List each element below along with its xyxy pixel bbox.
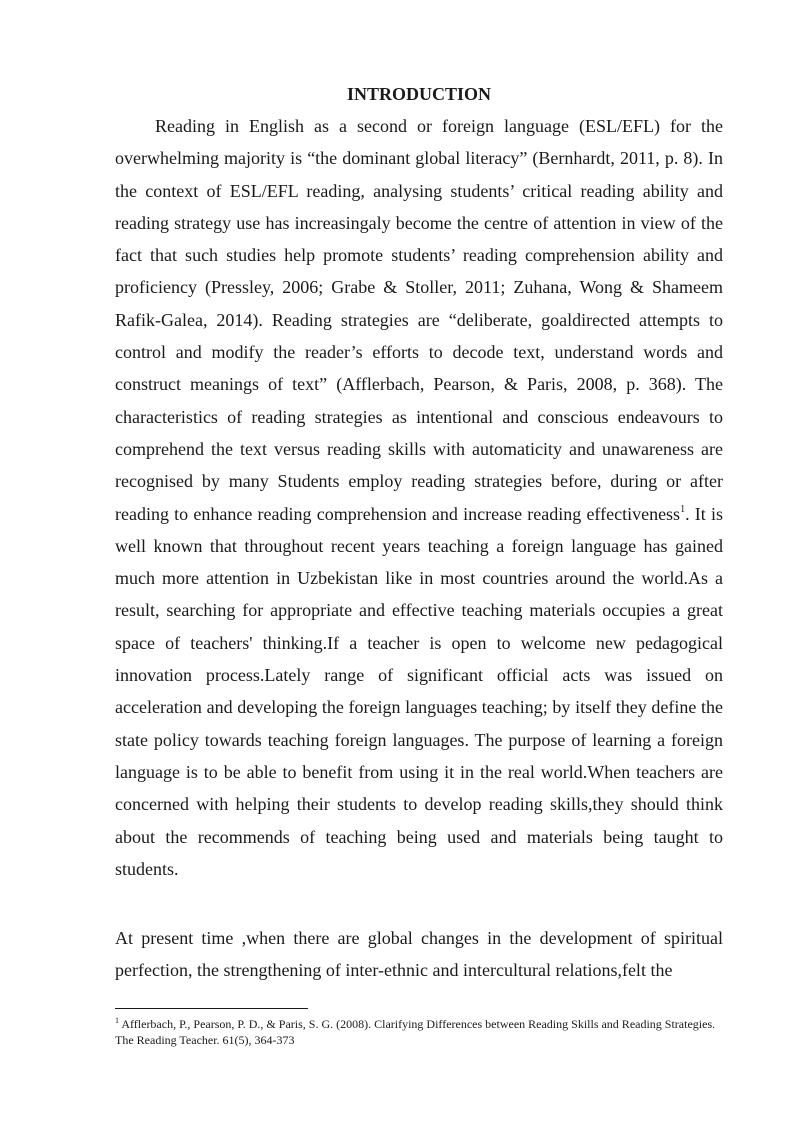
footnote-mark: 1 bbox=[115, 1016, 119, 1025]
body-paragraph-2: At present time ,when there are global changes in the development of spiritual perfection, the strengthening of inter-ethnic and intercultural relations,felt the bbox=[115, 928, 723, 981]
paragraph-1-text-end: . It is well known that throughout recent years teaching a foreign language has gained much more attention in Uzbekistan like in most countries around the world.As a result, searching for appropriate and effective teaching materials occupies a great space of teachers' thinking.If a teacher is open to welcome new pedagogical innovation process.Lately range of significant official acts was issued on acceleration and developing the foreign languages teaching; by itself they define the state policy towards teaching foreign languages. The purpose of learning a foreign language is to be able to benefit from using it in the real world.When teachers are concerned with helping their students to develop reading skills,they should think about the recommends of teaching being used and materials being taught to students. bbox=[115, 503, 723, 879]
footnote bbox=[115, 1016, 723, 1048]
footnote-text: Afflerbach, P., Pearson, P. D., & Paris, S. G. (2008). Clarifying Differences between Reading Skills and Reading Strategies. The Reading Teacher. 61(5), 364-373 bbox=[115, 1017, 716, 1047]
page-heading: INTRODUCTION bbox=[346, 84, 492, 104]
body-paragraph-1 bbox=[115, 110, 723, 885]
paragraph-1-text-start: Reading in English as a second or foreign language (ESL/EFL) for the overwhelming majority is “the dominant global literacy” (Bernhardt, 2011, p. 8). In the context of ESL/EFL reading, analysing students’ critical reading ability and reading strategy use has increasingaly become the centre of attention in view of the fact that such studies help promote students’ reading comprehension ability and proficiency (Pressley, 2006; Grabe & Stoller, 2011; Zuhana, Wong & Shameem Rafik-Galea, 2014). Reading strategies are “deliberate, goaldirected attempts to control and modify the reader’s efforts to decode text, understand words and construct meanings of text” (Afflerbach, Pearson, & Paris, 2008, p. 368). The characteristics of reading strategies as intentional and conscious endeavours to comprehend the text versus reading skills with automaticity and unawareness are recognised by many Students employ reading strategies before, during or after reading to enhance reading comprehension and increase reading effectiveness bbox=[115, 116, 723, 524]
footnote-reference[interactable]: 1 bbox=[680, 503, 686, 515]
footnote-separator bbox=[115, 1008, 308, 1009]
